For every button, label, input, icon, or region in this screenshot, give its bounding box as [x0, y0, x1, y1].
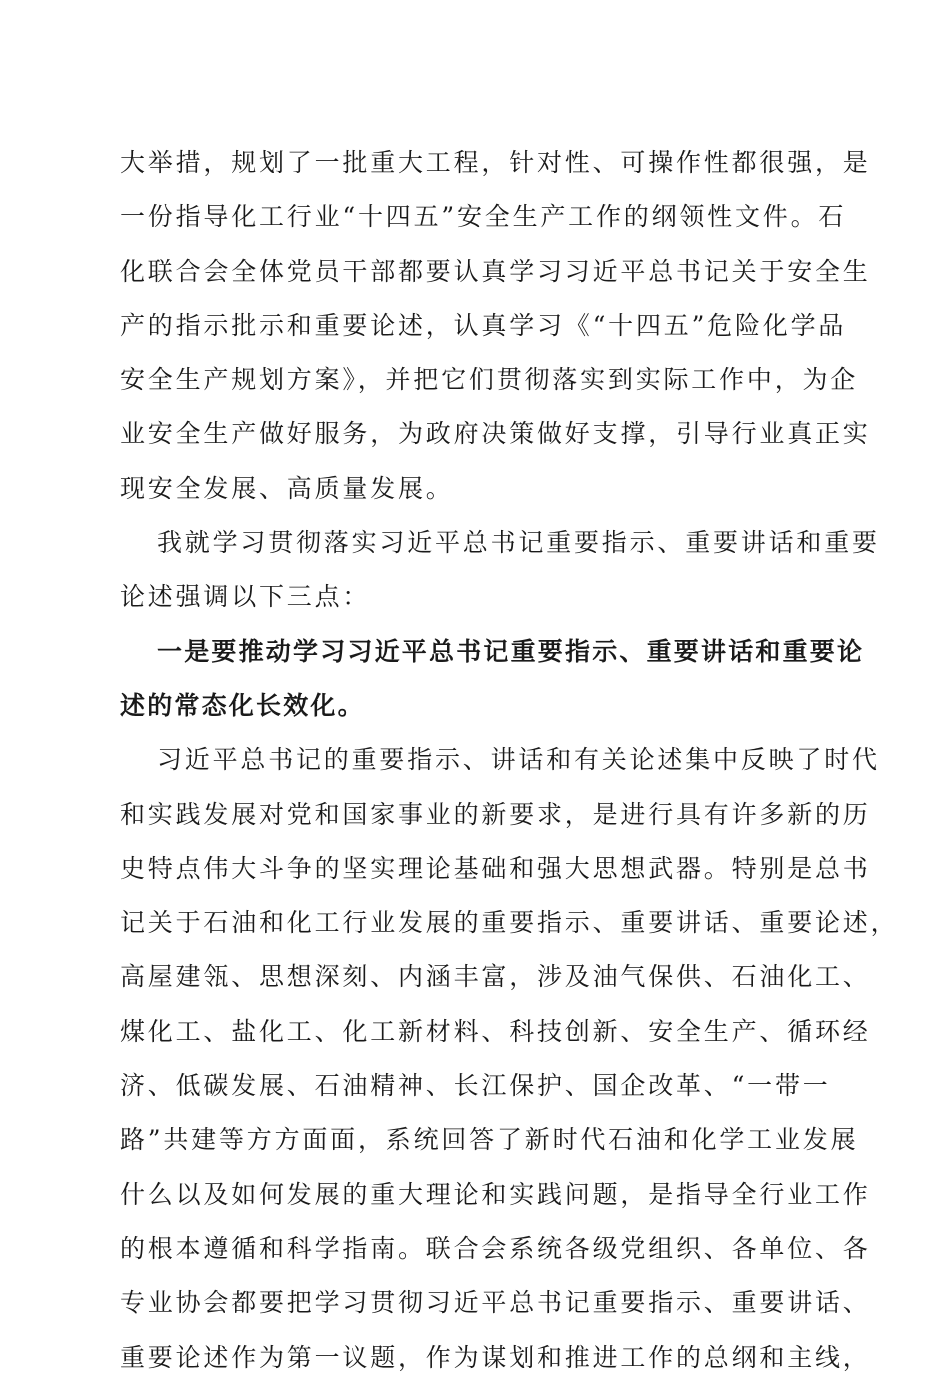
paragraph-1-line-3: 化联合会全体党员干部都要认真学习习近平总书记关于安全生	[120, 256, 871, 286]
paragraph-3-line-12: 重要论述作为第一议题，作为谋划和推进工作的总纲和主线，	[120, 1342, 871, 1372]
paragraph-3-line-4: 记关于石油和化工行业发展的重要指示、重要讲话、重要论述，	[120, 908, 899, 938]
paragraph-1-line-5: 安全生产规划方案》，并把它们贯彻落实到实际工作中，为企	[120, 365, 859, 395]
paragraph-3-line-3: 史特点伟大斗争的坚实理论基础和强大思想武器。特别是总书	[120, 853, 871, 883]
paragraph-1-line-2: 一份指导化工行业“十四五”安全生产工作的纲领性文件。石	[120, 202, 847, 232]
paragraph-3-line-5: 高屋建瓴、思想深刻、内涵丰富，涉及油气保供、石油化工、	[120, 962, 871, 992]
paragraph-1-line-1: 大举措，规划了一批重大工程，针对性、可操作性都很强，是	[120, 148, 871, 177]
paragraph-3-line-9: 什么以及如何发展的重大理论和实践问题，是指导全行业工作	[120, 1179, 871, 1209]
paragraph-2-line-1: 我就学习贯彻落实习近平总书记重要指示、重要讲话和重要	[157, 528, 880, 558]
paragraph-3-line-7: 济、低碳发展、石油精神、长江保护、国企改革、“一带一	[120, 1071, 831, 1101]
paragraph-3-line-6: 煤化工、盐化工、化工新材料、科技创新、安全生产、循环经	[120, 1016, 871, 1046]
paragraph-1-line-4: 产的指示批示和重要论述，认真学习《“十四五”危险化学品	[120, 310, 847, 340]
paragraph-3-line-10: 的根本遵循和科学指南。联合会系统各级党组织、各单位、各	[120, 1233, 871, 1263]
paragraph-3-line-11: 专业协会都要把学习贯彻习近平总书记重要指示、重要讲话、	[120, 1288, 871, 1318]
paragraph-3-line-2: 和实践发展对党和国家事业的新要求，是进行具有许多新的历	[120, 799, 871, 829]
paragraph-3-line-8: 路”共建等方方面面，系统回答了新时代石油和化学工业发展	[120, 1125, 859, 1155]
section-heading-line-1: 一是要推动学习习近平总书记重要指示、重要讲话和重要论	[157, 636, 865, 666]
paragraph-2-line-2: 论述强调以下三点：	[120, 582, 371, 612]
section-heading-line-2: 述的常态化长效化。	[120, 690, 365, 720]
paragraph-3-line-1: 习近平总书记的重要指示、讲话和有关论述集中反映了时代	[157, 745, 880, 775]
document-body	[120, 136, 899, 1385]
paragraph-1-line-6: 业安全生产做好服务，为政府决策做好支撑，引导行业真正实	[120, 419, 871, 449]
paragraph-1-line-7: 现安全发展、高质量发展。	[120, 473, 454, 503]
